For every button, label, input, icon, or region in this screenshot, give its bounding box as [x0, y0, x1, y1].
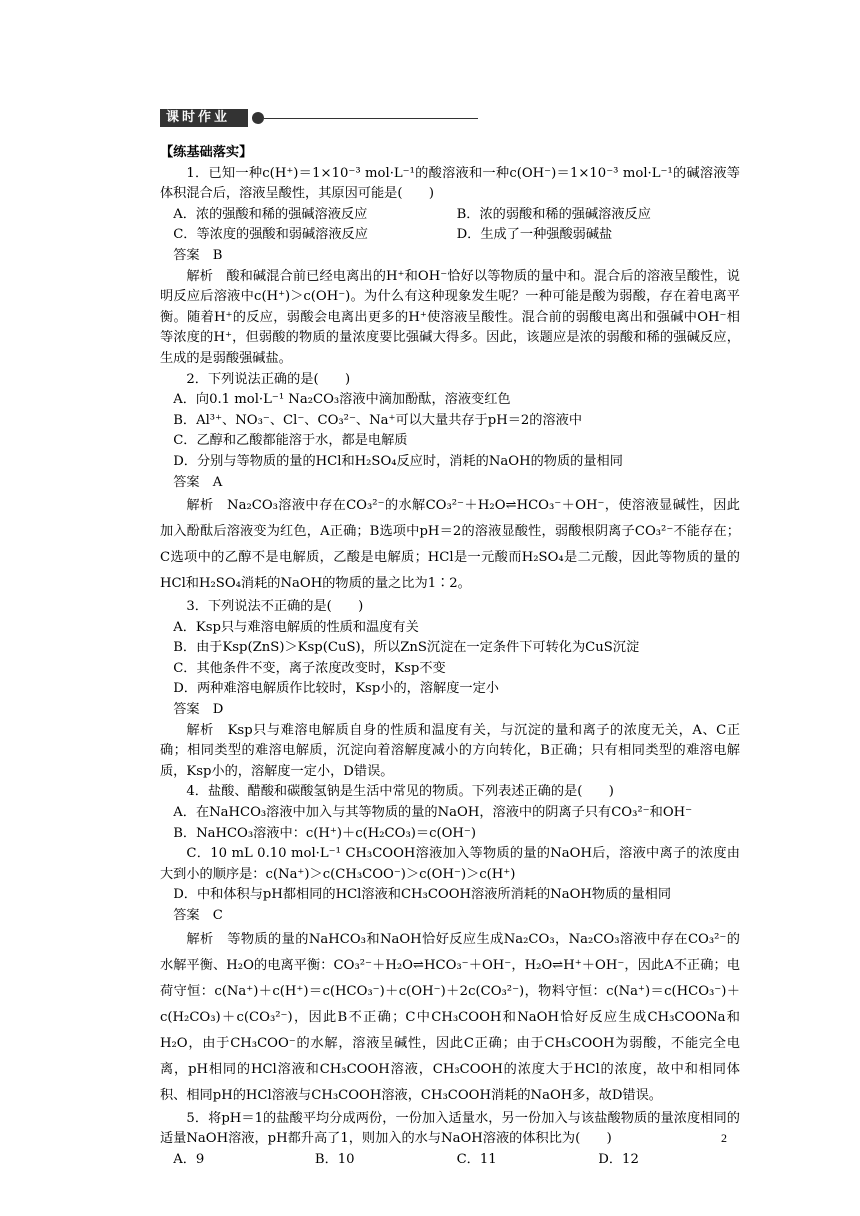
- q4-analysis: 解析 等物质的量的NaHCO₃和NaOH恰好反应生成Na₂CO₃，Na₂CO₃溶液中存在CO₃²⁻的水解平衡、H₂O的电离平衡：CO₃²⁻＋H₂O⇌HCO₃⁻＋OH⁻，H₂O⇌H⁺＋OH⁻，因此A不正确；电荷守恒：c(Na⁺)＋c(H⁺)＝c(HCO₃⁻)＋c(OH⁻)＋2c(CO₃²⁻)，物料守恒：c(Na⁺)＝c(HCO₃⁻)＋c(H₂CO₃)＋c(CO₃²⁻)，因此B不正确；C中CH₃COOH和NaOH恰好反应生成CH₃COONa和H₂O，由于CH₃COO⁻的水解，溶液呈碱性，因此C正确；由于CH₃COOH为弱酸，不能完全电离，pH相同的HCl溶液和CH₃COOH溶液，CH₃COOH的浓度大于HCl的浓度，故中和相同体积、相同pH的HCl溶液与CH₃COOH溶液，CH₃COOH消耗的NaOH多，故D错误。: [160, 931, 740, 1103]
- banner-title: 课时作业: [160, 109, 248, 127]
- q4-option-b: B．NaHCO₃溶液中：c(H⁺)＋c(H₂CO₃)＝c(OH⁻): [173, 825, 477, 841]
- q1-answer: 答案 B: [173, 247, 223, 263]
- q1-option-b: B．浓的弱酸和稀的强碱溶液反应: [456, 206, 651, 222]
- q3-answer: 答案 D: [173, 702, 224, 718]
- q5-option-c: C．11: [456, 1151, 497, 1167]
- q3-option-c: C．其他条件不变，离子浓度改变时，Ksp不变: [173, 660, 446, 676]
- q4-answer: 答案 C: [173, 908, 223, 923]
- q2-stem: 2．下列说法正确的是( ): [186, 371, 351, 387]
- q2-option-b: B．Al³⁺、NO₃⁻、Cl⁻、CO₃²⁻、Na⁺可以大量共存于pH＝2的溶液中: [173, 412, 583, 428]
- q2-option-d: D．分别与等物质的量的HCl和H₂SO₄反应时，消耗的NaOH的物质的量相同: [173, 453, 623, 469]
- banner-rule: [264, 118, 478, 119]
- q5-options: [160, 1150, 740, 1171]
- q3-stem: 3．下列说法不正确的是( ): [186, 599, 364, 615]
- q2-analysis: 解析 Na₂CO₃溶液中存在CO₃²⁻的水解CO₃²⁻＋H₂O⇌HCO₃⁻＋OH⁻，使溶液显碱性，因此加入酚酞后溶液变为红色，A正确；B选项中pH＝2的溶液显酸性，弱酸根阴离子CO₃²⁻不能存在；C选项中的乙醇不是电解质，乙酸是电解质；HCl是一元酸而H₂SO₄是二元酸，因此等物质的量的HCl和H₂SO₄消耗的NaOH的物质的量之比为1∶2。: [160, 498, 740, 592]
- q5-stem: 5．将pH＝1的盐酸平均分成两份，一份加入适量水，另一份加入与该盐酸物质的量浓度相同的适量NaOH溶液，pH都升高了1，则加入的水与NaOH溶液的体积比为( ): [160, 1110, 740, 1147]
- q1-option-d: D．生成了一种强酸弱碱盐: [456, 227, 613, 243]
- page-number: 2: [721, 1131, 727, 1145]
- q1-option-c: C．等浓度的强酸和弱碱溶液反应: [173, 227, 368, 243]
- q4-option-a: A．在NaHCO₃溶液中加入与其等物质的量的NaOH，溶液中的阴离子只有CO₃²⁻和OH⁻: [173, 805, 693, 821]
- bullet-dot-icon: [252, 112, 264, 124]
- q1-options-row2: [160, 225, 740, 246]
- q1-options-row1: [160, 205, 740, 226]
- q5-option-a: A．9: [173, 1151, 205, 1167]
- section-banner: [160, 109, 478, 127]
- document-body: [160, 143, 740, 1170]
- q4-option-c: C．10 mL 0.10 mol·L⁻¹ CH₃COOH溶液加入等物质的量的NaOH后，溶液中离子的浓度由大到小的顺序是：c(Na⁺)＞c(CH₃COO⁻)＞c(OH⁻)＞c(H⁺): [160, 846, 740, 882]
- q3-option-b: B．由于Ksp(ZnS)＞Ksp(CuS)，所以ZnS沉淀在一定条件下可转化为CuS沉淀: [173, 640, 640, 656]
- q1-option-a: A．浓的强酸和稀的强碱溶液反应: [173, 206, 368, 222]
- q1-stem: 1．已知一种c(H⁺)＝1×10⁻³ mol·L⁻¹的酸溶液和一种c(OH⁻)＝1×10⁻³ mol·L⁻¹的碱溶液等体积混合后，溶液呈酸性，其原因可能是( ): [160, 165, 740, 202]
- q5-option-b: B．10: [314, 1151, 355, 1167]
- q4-option-d: D．中和体积与pH都相同的HCl溶液和CH₃COOH溶液所消耗的NaOH物质的量相同: [173, 887, 672, 903]
- q4-stem: 4．盐酸、醋酸和碳酸氢钠是生活中常见的物质。下列表述正确的是( ): [186, 784, 614, 800]
- q2-option-c: C．乙醇和乙酸都能溶于水，都是电解质: [173, 433, 408, 449]
- q3-option-a: A．Ksp只与难溶电解质的性质和温度有关: [173, 619, 419, 635]
- q5-option-d: D．12: [598, 1151, 639, 1167]
- q2-option-a: A．向0.1 mol·L⁻¹ Na₂CO₃溶液中滴加酚酞，溶液变红色: [173, 392, 511, 408]
- q1-analysis: 解析 酸和碱混合前已经电离出的H⁺和OH⁻恰好以等物质的量中和。混合后的溶液呈酸性，说明反应后溶液中c(H⁺)＞c(OH⁻)。为什么有这种现象发生呢？一种可能是酸为弱酸，存在着电离平衡。随着H⁺的反应，弱酸会电离出更多的H⁺使溶液呈酸性。混合前的弱酸电离出和强碱中OH⁻相等浓度的H⁺，但弱酸的物质的量浓度要比强碱大得多。因此，该题应是浓的弱酸和稀的强碱反应，生成的是弱酸强碱盐。: [160, 268, 740, 366]
- section-heading: 【练基础落实】: [160, 145, 253, 160]
- q2-answer: 答案 A: [173, 474, 223, 490]
- q3-analysis: 解析 Ksp只与难溶电解质自身的性质和温度有关，与沉淀的量和离子的浓度无关，A、C正确；相同类型的难溶电解质，沉淀向着溶解度减小的方向转化，B正确；只有相同类型的难溶电解质，Ksp小的，溶解度一定小，D错误。: [160, 722, 740, 779]
- q3-option-d: D．两种难溶电解质作比较时，Ksp小的，溶解度一定小: [173, 681, 499, 697]
